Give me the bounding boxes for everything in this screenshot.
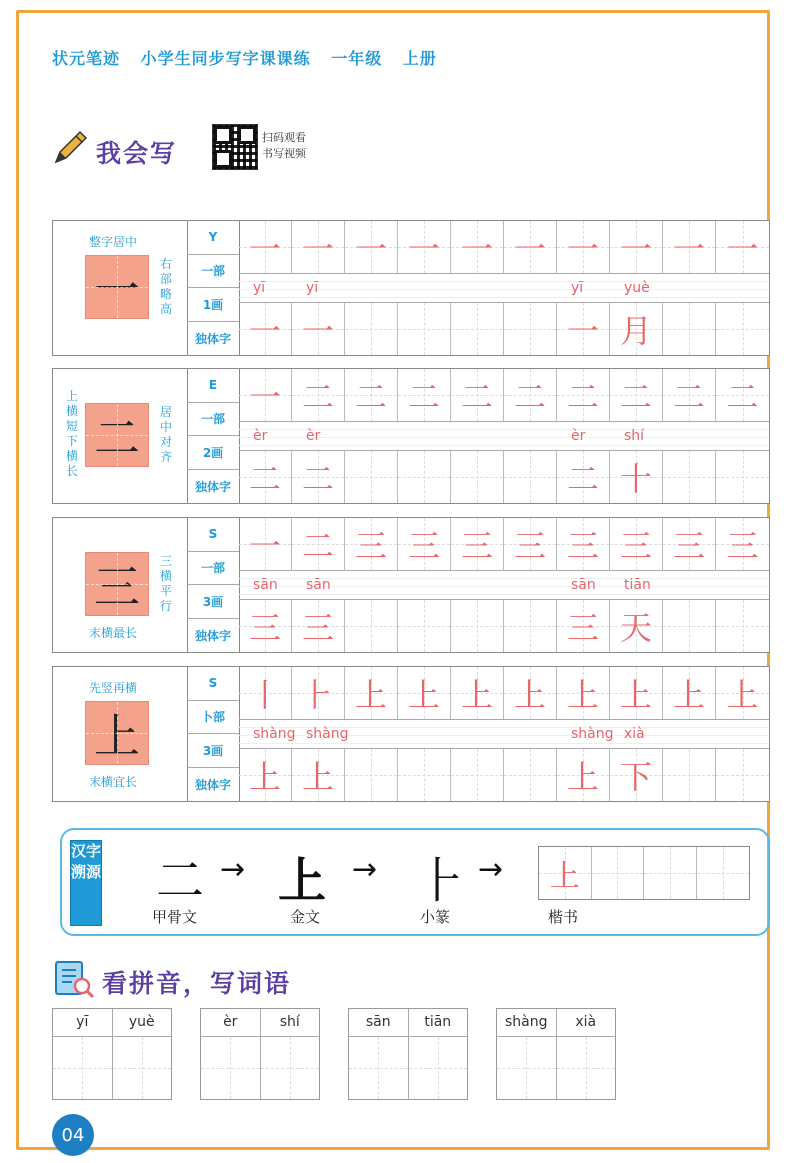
vocab-pinyin: shí (260, 1009, 320, 1036)
writing-cell[interactable] (592, 847, 645, 899)
tracing-cell[interactable] (610, 369, 663, 421)
tracing-character: 上 (726, 676, 759, 714)
pinyin-label: yuè (624, 280, 650, 296)
tracing-cell[interactable] (610, 518, 663, 570)
writing-tip-side: 居中对齐 (159, 405, 172, 464)
model-character (85, 255, 149, 319)
pinyin-label: shàng (571, 726, 614, 742)
tracing-cell[interactable] (398, 518, 451, 570)
writing-tip-side: 三横平行 (159, 554, 172, 613)
word-cell[interactable] (663, 600, 716, 652)
tracing-cell[interactable] (292, 369, 345, 421)
tracing-character: 三 (619, 527, 652, 565)
vocab-box (200, 1008, 320, 1100)
tracing-character: 上 (619, 676, 652, 714)
tracing-cell[interactable] (663, 369, 716, 421)
vocab-pinyin: yuè (112, 1009, 172, 1036)
word-cell[interactable] (345, 749, 398, 801)
tracing-character: 上 (460, 676, 493, 714)
tracing-cell[interactable] (451, 518, 504, 570)
seal-caption: 小篆 (420, 908, 451, 926)
tracing-cell[interactable] (345, 369, 398, 421)
bronze-glyph: 上 (278, 853, 327, 909)
word-cell[interactable] (239, 749, 292, 801)
arrow-icon: → (220, 852, 246, 887)
meta-radical: 卜部 (187, 701, 239, 735)
model-character-text: 上 (94, 709, 140, 763)
writing-tip-side: 右部略高 (159, 257, 172, 316)
practice-block (52, 666, 770, 802)
tracing-character: 一 (619, 230, 652, 268)
word-cell[interactable] (663, 451, 716, 503)
tracing-cell[interactable] (504, 369, 557, 421)
word-cell[interactable] (398, 451, 451, 503)
word-cell[interactable] (610, 303, 663, 355)
pinyin-row (239, 719, 769, 749)
tracing-cell[interactable] (663, 667, 716, 719)
tracing-character: 二 (354, 378, 387, 416)
qr-caption (262, 130, 306, 162)
tracing-character: 三 (460, 527, 493, 565)
tracing-cell[interactable] (398, 221, 451, 273)
header-volume: 上册 (402, 49, 437, 68)
vocab-pinyin: sān (365, 1014, 391, 1030)
vocab-box (52, 1008, 172, 1100)
pinyin-label: èr (571, 428, 586, 444)
vocab-pinyin: yī (76, 1014, 89, 1030)
word-cell[interactable] (398, 600, 451, 652)
word-cell[interactable] (716, 451, 769, 503)
book-magnifier-icon (52, 958, 96, 1000)
vocab-box (496, 1008, 616, 1100)
tracing-character: 二 (407, 378, 440, 416)
oracle-bone-glyph: 二 (156, 853, 205, 909)
character-meta (187, 667, 240, 801)
pinyin-label: yī (571, 280, 584, 296)
word-character: 二 (566, 460, 599, 498)
meta-radical: 一部 (187, 255, 239, 289)
word-cell[interactable] (557, 749, 610, 801)
tracing-cell[interactable] (451, 221, 504, 273)
tracing-character: 二 (301, 527, 334, 565)
tracing-character: 一 (460, 230, 493, 268)
vocab-writing-cell[interactable] (113, 1037, 172, 1099)
word-cell[interactable] (398, 749, 451, 801)
model-character (85, 552, 149, 616)
vocab-writing-cell[interactable] (497, 1037, 557, 1099)
writing-grid (239, 221, 769, 355)
tracing-character: 二 (726, 378, 759, 416)
vocab-pinyin: tiān (408, 1009, 468, 1036)
tracing-character: 二 (672, 378, 705, 416)
tracing-character: 一 (407, 230, 440, 268)
model-character (85, 701, 149, 765)
word-cell[interactable] (451, 303, 504, 355)
tracing-cell[interactable] (557, 221, 610, 273)
pinyin-label: shàng (253, 726, 296, 742)
word-cell[interactable] (504, 600, 557, 652)
word-character: 一 (301, 312, 334, 350)
word-character: 月 (619, 312, 652, 350)
arrow-icon: → (352, 852, 378, 887)
tracing-cell[interactable] (398, 369, 451, 421)
meta-strokes: 2画 (187, 436, 239, 470)
tracing-character: ⺊ (301, 676, 334, 714)
meta-standalone: 独体字 (194, 479, 231, 494)
tracing-character: 一 (726, 230, 759, 268)
page-header (52, 46, 451, 69)
pinyin-label: yī (306, 280, 319, 296)
tracing-character: 三 (726, 527, 759, 565)
vocab-writing-cell[interactable] (53, 1037, 113, 1099)
tracing-character: 三 (566, 527, 599, 565)
tracing-cell[interactable] (451, 369, 504, 421)
meta-letter: Y (187, 221, 239, 255)
pinyin-label: sān (571, 577, 596, 593)
pinyin-label: shí (624, 428, 645, 444)
vocab-pinyin-row (497, 1009, 615, 1037)
meta-strokes: 3画 (187, 734, 239, 768)
practice-block (52, 368, 770, 504)
tracing-character: 二 (566, 378, 599, 416)
word-cell[interactable] (557, 303, 610, 355)
meta-letter: E (187, 369, 239, 403)
word-cell[interactable] (663, 749, 716, 801)
tracing-character: 二 (301, 378, 334, 416)
tracing-character: 上 (672, 676, 705, 714)
model-character-text: 三 (94, 560, 140, 614)
model-character-text: 二 (94, 411, 140, 465)
tracing-character: 一 (566, 230, 599, 268)
character-info (53, 221, 188, 355)
word-cell[interactable] (716, 600, 769, 652)
meta-strokes: 1画 (187, 288, 239, 322)
header-grade: 一年级 (331, 49, 383, 68)
oracle-bone-caption: 甲骨文 (152, 908, 198, 926)
meta-letter: S (187, 518, 239, 552)
page-number: 04 (52, 1114, 94, 1156)
vocab-writing-cell[interactable] (557, 1037, 616, 1099)
pinyin-label: sān (306, 577, 331, 593)
vocab-pinyin: shàng (504, 1014, 548, 1030)
word-row (239, 451, 769, 503)
word-character: 天 (619, 609, 652, 647)
vocab-writing-cell[interactable] (409, 1037, 468, 1099)
vocab-writing-cell[interactable] (349, 1037, 409, 1099)
word-cell[interactable] (292, 749, 345, 801)
word-cell[interactable] (292, 303, 345, 355)
tracing-cell[interactable] (557, 667, 610, 719)
word-cell[interactable] (451, 451, 504, 503)
character-meta (187, 221, 240, 355)
tracing-cell[interactable] (716, 369, 769, 421)
word-character: 一 (248, 312, 281, 350)
vocab-pinyin: xià (556, 1009, 616, 1036)
tracing-character: 三 (407, 527, 440, 565)
seal-glyph: ⺊ (418, 853, 467, 909)
word-cell[interactable] (292, 451, 345, 503)
writing-grid (239, 518, 769, 652)
qr-caption-line1: 扫码观看 (262, 131, 306, 144)
tracing-cell[interactable] (504, 518, 557, 570)
tracing-cell[interactable] (504, 667, 557, 719)
character-origin-box (60, 828, 770, 936)
character-meta (187, 518, 240, 652)
header-brand: 状元笔迹 (52, 49, 121, 68)
tracing-character: 二 (460, 378, 493, 416)
word-cell[interactable] (345, 303, 398, 355)
word-cell[interactable] (239, 600, 292, 652)
word-cell[interactable] (239, 303, 292, 355)
pinyin-label: sān (253, 577, 278, 593)
tracing-row (239, 518, 769, 570)
word-cell[interactable] (345, 600, 398, 652)
tracing-character: 丨 (248, 676, 281, 714)
word-character: 三 (248, 609, 281, 647)
tracing-cell[interactable] (239, 667, 292, 719)
word-character: 一 (566, 312, 599, 350)
vocab-pinyin-row (349, 1009, 467, 1037)
qr-code-icon[interactable] (212, 124, 258, 170)
tracing-character: 二 (619, 378, 652, 416)
word-cell[interactable] (663, 303, 716, 355)
writing-cell[interactable] (539, 847, 592, 899)
tracing-cell[interactable] (345, 518, 398, 570)
regular-script-caption: 楷书 (548, 908, 579, 926)
tracing-character: 二 (513, 378, 546, 416)
character-info (53, 518, 188, 652)
word-row (239, 303, 769, 355)
character-meta (187, 369, 240, 503)
tracing-cell[interactable] (716, 667, 769, 719)
tracing-character: 一 (248, 527, 281, 565)
word-character: 上 (566, 758, 599, 796)
pinyin-label: èr (253, 428, 268, 444)
tracing-character: 一 (248, 378, 281, 416)
word-cell[interactable] (610, 600, 663, 652)
tracing-cell[interactable] (239, 221, 292, 273)
tracing-row (239, 667, 769, 719)
meta-standalone: 独体字 (194, 331, 231, 346)
word-cell[interactable] (239, 451, 292, 503)
word-cell[interactable] (451, 749, 504, 801)
word-character: 下 (619, 758, 652, 796)
writing-tip-top: 整字居中 (89, 235, 138, 249)
tracing-character: 一 (672, 230, 705, 268)
writing-grid (239, 369, 769, 503)
word-character: 三 (301, 609, 334, 647)
tracing-character: 上 (513, 676, 546, 714)
writing-cell[interactable] (697, 847, 750, 899)
writing-tip-left: 上横短下横长 (65, 389, 78, 478)
writing-tip-bottom: 末横宜长 (89, 775, 138, 789)
meta-standalone: 独体字 (194, 777, 231, 792)
writing-tip-bottom: 末横最长 (89, 626, 138, 640)
tracing-cell[interactable] (451, 667, 504, 719)
pinyin-label: shàng (306, 726, 349, 742)
character-info (53, 667, 188, 801)
writing-grid (239, 667, 769, 801)
tracing-character: 上 (354, 676, 387, 714)
word-character: 二 (301, 460, 334, 498)
pinyin-label: tiān (624, 577, 651, 593)
tracing-character: 一 (513, 230, 546, 268)
pinyin-row (239, 421, 769, 451)
tracing-row (239, 369, 769, 421)
tracing-cell[interactable] (663, 221, 716, 273)
meta-radical: 一部 (187, 403, 239, 437)
meta-standalone: 独体字 (194, 628, 231, 643)
tracing-character: 一 (354, 230, 387, 268)
word-character: 十 (619, 460, 652, 498)
origin-label: 汉字溯源 (70, 840, 102, 926)
regular-script-char: 上 (549, 859, 580, 894)
tracing-character: 三 (513, 527, 546, 565)
practice-block (52, 517, 770, 653)
word-cell[interactable] (345, 451, 398, 503)
word-cell[interactable] (610, 749, 663, 801)
tracing-cell[interactable] (557, 518, 610, 570)
tracing-cell[interactable] (610, 221, 663, 273)
tracing-cell[interactable] (557, 369, 610, 421)
qr-caption-line2: 书写视频 (262, 147, 306, 160)
word-cell[interactable] (292, 600, 345, 652)
word-cell[interactable] (557, 451, 610, 503)
section-title-write: 我会写 (96, 139, 178, 168)
writing-cell[interactable] (644, 847, 697, 899)
word-row (239, 749, 769, 801)
character-info (53, 369, 188, 503)
vocab-writing-cell[interactable] (201, 1037, 261, 1099)
model-character (85, 403, 149, 467)
bronze-caption: 金文 (290, 908, 321, 926)
tracing-cell[interactable] (345, 221, 398, 273)
word-cell[interactable] (398, 303, 451, 355)
tracing-character: 三 (354, 527, 387, 565)
vocab-pinyin-row (53, 1009, 171, 1037)
pinyin-label: èr (306, 428, 321, 444)
tracing-cell[interactable] (292, 518, 345, 570)
word-cell[interactable] (504, 749, 557, 801)
regular-script-grid (538, 846, 750, 900)
tracing-cell[interactable] (239, 369, 292, 421)
word-cell[interactable] (610, 451, 663, 503)
tracing-cell[interactable] (239, 518, 292, 570)
word-character: 二 (248, 460, 281, 498)
tracing-cell[interactable] (292, 667, 345, 719)
word-cell[interactable] (451, 600, 504, 652)
tracing-cell[interactable] (716, 518, 769, 570)
tracing-character: 一 (301, 230, 334, 268)
meta-strokes: 3画 (187, 585, 239, 619)
tracing-cell[interactable] (292, 221, 345, 273)
tracing-cell[interactable] (663, 518, 716, 570)
word-cell[interactable] (557, 600, 610, 652)
word-cell[interactable] (716, 749, 769, 801)
practice-block (52, 220, 770, 356)
vocab-writing-cell[interactable] (261, 1037, 320, 1099)
tracing-cell[interactable] (716, 221, 769, 273)
section-title-pinyin-words: 看拼音，写词语 (102, 969, 292, 998)
pen-icon (50, 128, 90, 168)
tracing-cell[interactable] (345, 667, 398, 719)
tracing-row (239, 221, 769, 273)
word-cell[interactable] (716, 303, 769, 355)
vocab-pinyin-row (201, 1009, 319, 1037)
header-series: 小学生同步写字课课练 (140, 49, 311, 68)
model-character-text: 一 (94, 263, 140, 317)
pinyin-label: yī (253, 280, 266, 296)
writing-tip-top: 先竖再横 (89, 681, 138, 695)
meta-letter: S (187, 667, 239, 701)
tracing-character: 一 (248, 230, 281, 268)
pinyin-row (239, 570, 769, 600)
tracing-character: 三 (672, 527, 705, 565)
word-character: 上 (248, 758, 281, 796)
word-character: 三 (566, 609, 599, 647)
pinyin-label: xià (624, 726, 645, 742)
tracing-character: 上 (566, 676, 599, 714)
meta-radical: 一部 (187, 552, 239, 586)
tracing-cell[interactable] (398, 667, 451, 719)
arrow-icon: → (478, 852, 504, 887)
tracing-cell[interactable] (504, 221, 557, 273)
vocab-pinyin: èr (223, 1014, 238, 1030)
word-character: 上 (301, 758, 334, 796)
vocab-box (348, 1008, 468, 1100)
tracing-cell[interactable] (610, 667, 663, 719)
word-cell[interactable] (504, 451, 557, 503)
word-row (239, 600, 769, 652)
tracing-character: 上 (407, 676, 440, 714)
pinyin-row (239, 273, 769, 303)
word-cell[interactable] (504, 303, 557, 355)
